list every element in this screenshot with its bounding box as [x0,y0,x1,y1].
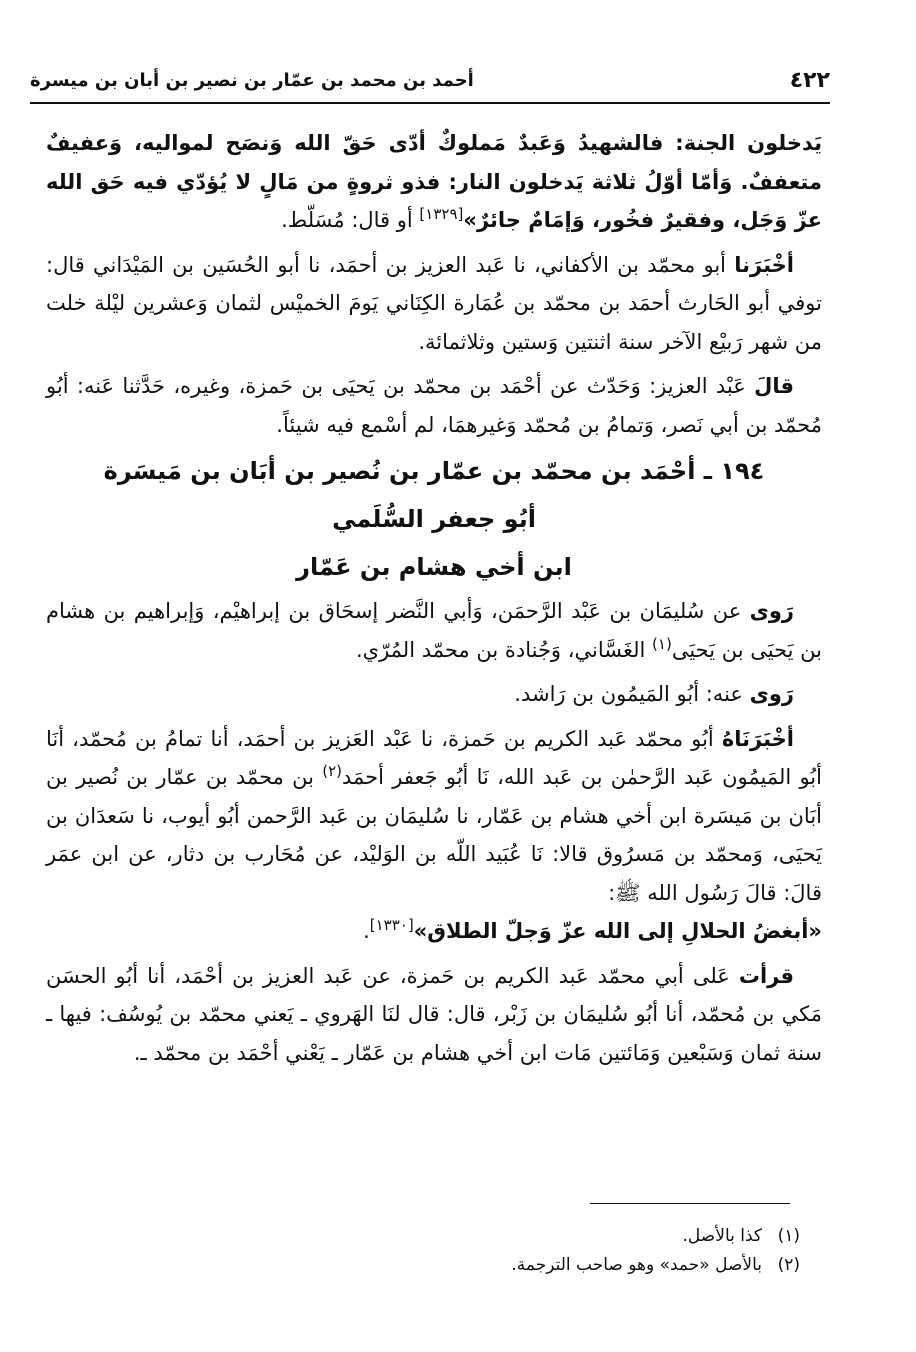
paragraph-5 [46,675,822,714]
page-header [30,60,830,104]
main-text [46,124,822,1078]
hadith-quote: «أبغضُ الحلالِ إلى الله عزّ وَجلّ الطلاق» [413,919,822,943]
footnote-ref-1: (١) [652,634,672,653]
paragraph-4-keyword: رَوى [749,599,794,623]
entry-kunya: أبُو جعفر السُّلَمي [332,505,536,533]
footnote-1 [46,1222,800,1251]
paragraph-5-keyword: رَوى [749,682,794,706]
footnote-ref-2: (٢) [322,762,343,780]
paragraph-4-text-b: الغَسَّاني، وَجُنادة بن محمّد المُرّي. [355,637,653,662]
footnote-1-text: كذا بالأصل. [682,1226,762,1246]
paragraph-5-text: عنه: أبُو المَيمُون بن رَاشد. [514,682,750,706]
paragraph-1-tail: أو قال: مُسَلّط. [281,208,420,232]
paragraph-7-keyword: قرأت [738,963,794,988]
footnote-separator [590,1203,790,1204]
footnote-2-number: (٢) [777,1255,800,1275]
paragraph-2 [46,246,822,362]
header-rule [30,102,830,104]
paragraph-7-text: عَلى أبي محمّد عَبد الكريم بن حَمزة، عن عَبد العزيز بن أحْمَد، أنا أبُو الحسَن مَكي بن مُحمّد، أنا أبُو سُليمَان بن زَبْر، قال: قال لنَا الهَروي ـ يَعني محمّد بن يُوسُف: فيها ـ سنة ثمان وَسَبْعين وَمَائتين مَات ابن أخي هشام بن عَمّار ـ يَعْني أحْمَد بن محمّد ـ. [46,963,822,1065]
hadith-quote-ref: [١٣٣٠] [369,916,414,934]
entry-heading: ١٩٤ ـ أحْمَد بن محمّد بن عمّار بن نُصير بن أبَان بن مَيسَرة [103,457,765,485]
paragraph-2-keyword: أخْبَرَنا [734,252,794,277]
hadith-text: يَدخلون الجنة: فالشهيدُ وَعَبدٌ مَملوكٌ أدّى حَقّ الله وَنصَح لمواليه، وَعفيفٌ متعففٌ. وَأمّا أوّلُ ثلاثة يَدخلون النار: فذو ثروةٍ من مَالٍ لا يُؤدّي فيه حَق الله عزّ وَجَل، وفقيرٌ فخُور، وَإمَامٌ جائرٌ» [46,131,822,232]
footnote-2 [46,1251,800,1280]
hadith-quote-end: . [363,919,370,943]
paragraph-6-keyword: أخْبَرَنَاهُ [721,726,794,751]
paragraph-1 [46,124,822,240]
paragraph-3-keyword: قالَ [754,374,794,398]
paragraph-6-text-a: أبُو محمّد عَبد الكريم بن حَمزة، نا عَبْد العَزيز بن أحمَد، أنا تمامُ بن مُحمّد، أنَا أبُو المَيمُون عَبد الرَّحمٰن بن عَبد الله، نَا أبُو جَعفر أحمَد [46,726,822,789]
paragraph-4-text-a: عن سُليمَان بن عَبْد الرَّحمَن، وَأبي النَّضر إسحَاق بن إبراهيْم، وَإبراهيم بن هشام بن يَحيَى بن يَحيَى [46,599,822,662]
footnotes [46,1222,800,1280]
paragraph-6-text-b: بن محمّد بن عمّار بن نُصير بن أبَان بن مَيسَرة ابن أخي هشام بن عَمّار، نا سُليمَان بن عَبد الرَّحمن أبُو أيوب، نا سَعدَان بن يَحيَى، وَمحمّد بن مَسرُوق قالا: نَا عُبَيد اللّه بن الوَليْد، عن مُحَارب بن دثار، عن ابن عمَر قالَ: قالَ رَسُول الله ﷺ: [46,765,822,905]
page-number: ٤٢٢ [789,68,830,93]
footnote-2-text: بالأصل «حمد» وهو صاحب الترجمة. [511,1255,762,1275]
paragraph-6 [46,720,822,951]
paragraph-3 [46,367,822,444]
paragraph-4 [46,592,822,669]
hadith-ref: [١٣٢٩] [419,205,464,223]
entry-subtitle: ابن أخي هشام بن عَمّار [296,553,572,581]
footnote-1-number: (١) [777,1226,800,1246]
paragraph-2-text: أبو محمّد بن الأكفاني، نا عَبد العزيز بن أحمَد، نا أبو الحُسَين بن المَيْدَاني قال: توفي أبو الحَارث أحمَد بن محمّد بن عُمَارة الكِنَاني يَومَ الخميْس لثمان وَعشرين ليْلة خلت من شهر رَبيْع الآخر سنة اثنتين وَستين وثلاثمائة. [46,252,822,354]
running-title: أحمد بن محمد بن عمّار بن نصير بن أبان بن ميسرة [30,70,474,91]
paragraph-7 [46,957,822,1073]
paragraph-3-text: عَبْد العزيز: وَحَدّث عن أحْمَد بن محمّد بن يَحيَى بن حَمزة، وغيره، حَدَّثنا عَنه: أبُو مُحمّد بن أبي نَصر، وَتمامُ بن مُحمّد وَغيرهمَا، لم أسْمع فيه شيئاً. [46,374,822,437]
